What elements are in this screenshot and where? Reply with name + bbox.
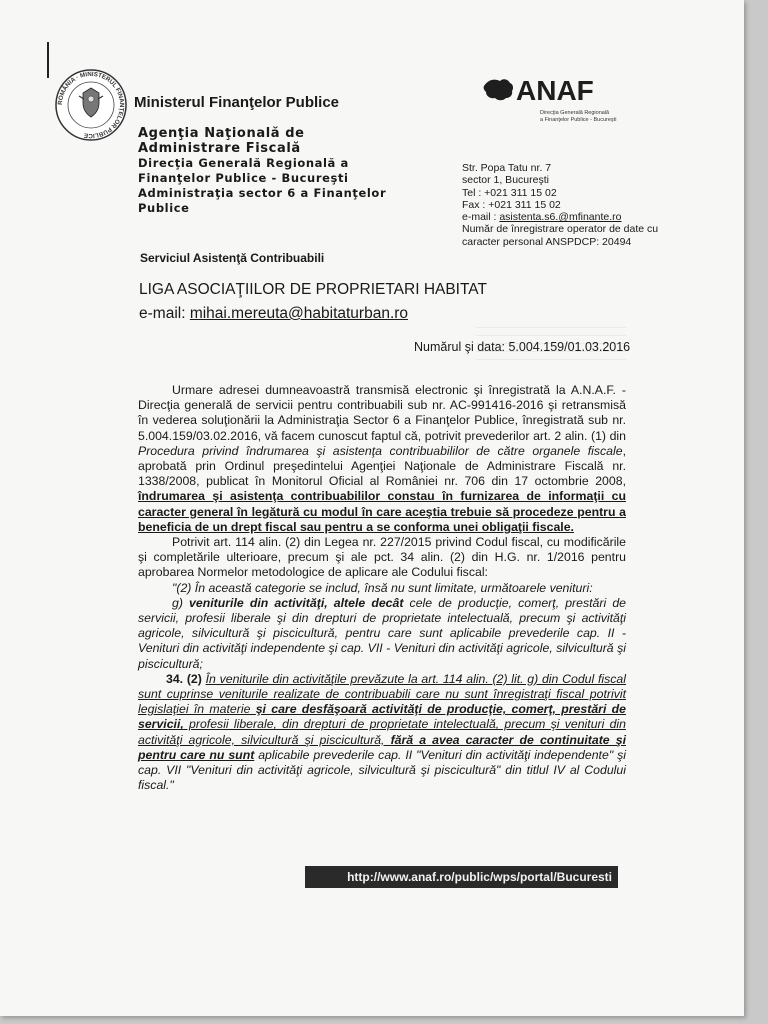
ministry-name: Ministerul Finanţelor Publice bbox=[134, 94, 340, 111]
contact-operator: caracter personal ANSPDCP: 20494 bbox=[462, 235, 632, 248]
letter-body bbox=[138, 383, 626, 793]
contact-street: Str. Popa Tatu nr. 7 bbox=[462, 162, 552, 174]
footer-url[interactable]: http://www.anaf.ro/public/wps/portal/Bucuresti bbox=[305, 866, 618, 888]
agency-line: Finanţelor Publice - Bucureşti bbox=[138, 171, 349, 185]
registration-number: Numărul şi data: 5.004.159/01.03.2016 bbox=[414, 340, 631, 354]
contact-email-link[interactable]: asistenta.s6.@mfinante.ro bbox=[499, 211, 622, 224]
body-paragraph: Urmare adresei dumneavoastră transmisă electronic şi înregistrată la A.N.A.F. - Direcţia generală de servicii pentru contribuabili sub nr. AC-991416-2016 şi retransmisă în vederea soluţionării la Administraţia Sector 6 a Finanţelor Publice, înregistrată sub nr. 5.004.159/03.02.2016, vă facem cunoscut faptul că, potrivit prevederilor art. 2 alin. (1) din Procedura privind îndrumarea şi asistenţa contribuabililor de către organele fiscale, aprobată prin Ordinul preşedintelui Agenţiei Naţionale de Administrare Fiscală nr. 1338/2008, publicat în Monitorul Oficial al României nr. 706 din 17 octombrie 2008, îndrumarea şi asistenţa contribuabililor constau în furnizarea de informaţii cu caracter general în legătură cu modul în care aceştia trebuie să procedeze pentru a beneficia de un drept fiscal sau pentru a se conforma unei obligaţii fiscale. bbox=[138, 383, 626, 534]
recipient-email-link[interactable]: mihai.mereuta@habitaturban.ro bbox=[189, 305, 409, 322]
agency-line: Publice bbox=[138, 201, 190, 215]
body-paragraph: 34. (2) În veniturile din activităţile prevăzute la art. 114 alin. (2) lit. g) din Codul fiscal sunt cuprinse veniturile realizate de contribuabili care nu sunt înregistraţi fiscal potrivit legislaţiei în materie şi care desfăşoară activităţi de producţie, comerţ, prestări de servicii, profesii liberale, din drepturi de proprietate intelectuală, precum şi venituri din activităţi agricole, silvicultură şi piscicultură, fără a avea caracter de continuitate şi pentru care nu sunt aplicabile prevederile cap. II "Venituri din activităţi independente" şi cap. VII "Venituri din activităţi agricole, silvicultură şi piscicultură" din titlul IV al Codului fiscal." bbox=[138, 671, 626, 793]
recipient-email: e-mail: mihai.mereuta@habitaturban.ro bbox=[139, 305, 409, 322]
service-name: Serviciul Asistenţă Contribuabili bbox=[140, 251, 325, 265]
contact-email: e-mail : asistenta.s6.@mfinante.ro bbox=[462, 211, 622, 224]
contact-block bbox=[462, 162, 658, 248]
contact-sector: sector 1, Bucureşti bbox=[462, 174, 549, 187]
body-paragraph: g) veniturile din activităţi, altele decât cele de producţie, comerţ, prestări de servicii, profesii liberale şi din drepturi de proprietate intelectuală, precum şi activităţi agricole, silvicultură şi piscicultură, pentru care sunt aplicabile prevederile cap. II - Venituri din activităţi independente şi cap. VII - Venituri din activităţi agricole, silvicultură şi piscicultură; bbox=[138, 595, 626, 671]
agency-line: Direcţia Generală Regională a bbox=[138, 156, 349, 170]
ministry-seal-icon bbox=[54, 68, 128, 142]
body-paragraph: "(2) În această categorie se includ, însă nu sunt limitate, următoarele venituri: bbox=[172, 580, 593, 595]
agency-line: Agenţia Naţională de bbox=[138, 126, 305, 141]
contact-fax: Fax : +021 311 15 02 bbox=[462, 198, 561, 211]
anaf-logo-subtitle: Direcţia Generală Regională a Finanţelor Publice - Bucureşti bbox=[540, 110, 617, 123]
romania-map-icon bbox=[484, 79, 513, 100]
svg-text:ANAF: ANAF bbox=[516, 75, 594, 106]
agency-line: Administraţia sector 6 a Finanţelor bbox=[138, 186, 387, 200]
recipient-name: LIGA ASOCIAŢIILOR DE PROPRIETARI HABITAT bbox=[139, 281, 487, 298]
svg-text:ROMÂNIA · MINISTERUL FINANȚELO: ROMÂNIA · MINISTERUL FINANȚELOR PUBLICE bbox=[56, 70, 126, 140]
agency-block bbox=[138, 126, 386, 216]
margin-mark bbox=[47, 42, 49, 78]
contact-operator: Număr de înregistrare operator de date cu bbox=[462, 223, 659, 236]
body-paragraph: Potrivit art. 114 alin. (2) din Legea nr. 227/2015 privind Codul fiscal, cu modificările şi completările ulterioare, precum şi ale pct. 34 alin. (2) din H.G. nr. 1/2016 pentru aprobarea Normelor metodologice de aplicare ale Codului fiscal: bbox=[138, 535, 626, 580]
contact-tel: Tel : +021 311 15 02 bbox=[462, 186, 557, 199]
agency-line: Administrare Fiscală bbox=[138, 141, 301, 156]
anaf-logo bbox=[482, 72, 622, 108]
